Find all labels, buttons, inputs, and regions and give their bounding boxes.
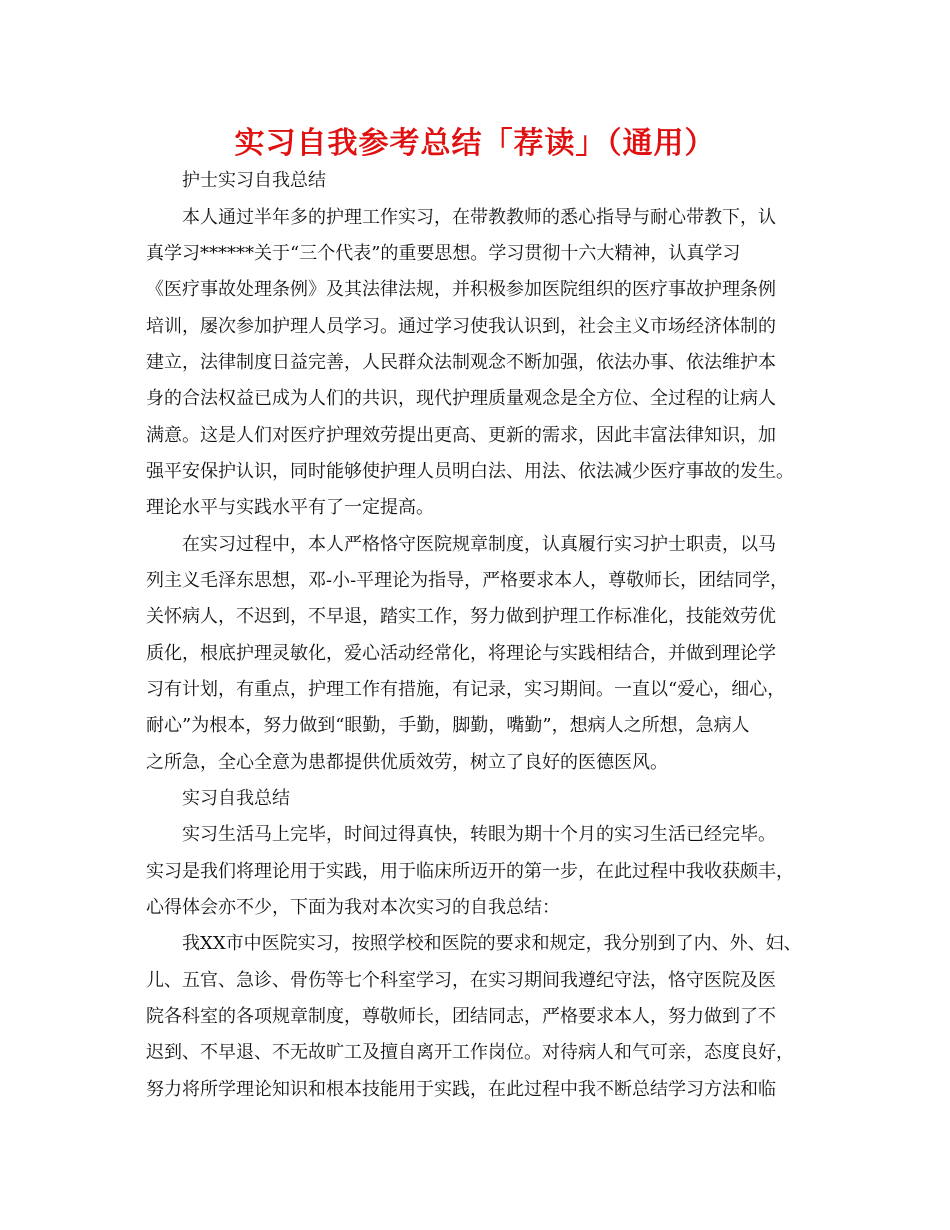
text-line: 理论水平与实践水平有了一定提高。 xyxy=(146,497,434,518)
text-line: 真学习******关于“三个代表”的重要思想。学习贯彻十六大精神，认真学习 xyxy=(146,243,741,264)
text-line: 习有计划，有重点，护理工作有措施，有记录，实习期间。一直以“爱心，细心， xyxy=(146,679,786,700)
text-line: 努力将所学理论知识和根本技能用于实践，在此过程中我不断总结学习方法和临 xyxy=(146,1079,776,1100)
section-heading: 护士实习自我总结 xyxy=(182,170,326,191)
document-title: 实习自我参考总结「荐读」（通用） xyxy=(234,126,716,161)
text-line: 我XX市中医院实习，按照学校和医院的要求和规定，我分别到了内、外、妇、 xyxy=(182,933,802,954)
text-line: 培训，屡次参加护理人员学习。通过学习使我认识到，社会主义市场经济体制的 xyxy=(146,316,776,337)
text-line: 质化，根底护理灵敏化，爱心活动经常化，将理论与实践相结合，并做到理论学 xyxy=(146,643,776,664)
text-line: 迟到、不早退、不无故旷工及擅自离开工作岗位。对待病人和气可亲，态度良好， xyxy=(146,1042,794,1063)
text-line: 耐心”为根本，努力做到“眼勤，手勤，脚勤，嘴勤”，想病人之所想，急病人 xyxy=(146,715,750,736)
text-line: 关怀病人，不迟到，不早退，踏实工作，努力做到护理工作标准化，技能效劳优 xyxy=(146,606,776,627)
text-line: 列主义毛泽东思想，邓-小-平理论为指导，严格要求本人，尊敬师长，团结同学， xyxy=(146,570,789,591)
text-line: 《医疗事故处理条例》及其法律法规，并积极参加医院组织的医疗事故护理条例 xyxy=(146,279,776,300)
text-line: 儿、五官、急诊、骨伤等七个科室学习，在实习期间我遵纪守法，恪守医院及医 xyxy=(146,970,776,991)
text-line: 在实习过程中，本人严格恪守医院规章制度，认真履行实习护士职责，以马 xyxy=(182,534,776,555)
text-line: 满意。这是人们对医疗护理效劳提出更高、更新的需求，因此丰富法律知识，加 xyxy=(146,425,776,446)
text-line: 本人通过半年多的护理工作实习，在带教教师的悉心指导与耐心带教下，认 xyxy=(182,207,776,228)
text-line: 建立，法律制度日益完善，人民群众法制观念不断加强，依法办事、依法维护本 xyxy=(146,352,776,373)
text-line: 之所急，全心全意为患都提供优质效劳，树立了良好的医德医风。 xyxy=(146,752,668,773)
text-line: 身的合法权益已成为人们的共识，现代护理质量观念是全方位、全过程的让病人 xyxy=(146,388,776,409)
text-line: 心得体会亦不少，下面为我对本次实习的自我总结： xyxy=(146,897,560,918)
text-line: 实习生活马上完毕，时间过得真快，转眼为期十个月的实习生活已经完毕。 xyxy=(182,824,776,845)
text-line: 强平安保护认识，同时能够使护理人员明白法、用法、依法减少医疗事故的发生。 xyxy=(146,461,794,482)
text-line: 实习是我们将理论用于实践，用于临床所迈开的第一步，在此过程中我收获颇丰， xyxy=(146,861,794,882)
section-heading: 实习自我总结 xyxy=(182,788,290,809)
text-line: 院各科室的各项规章制度，尊敬师长，团结同志，严格要求本人，努力做到了不 xyxy=(146,1006,776,1027)
